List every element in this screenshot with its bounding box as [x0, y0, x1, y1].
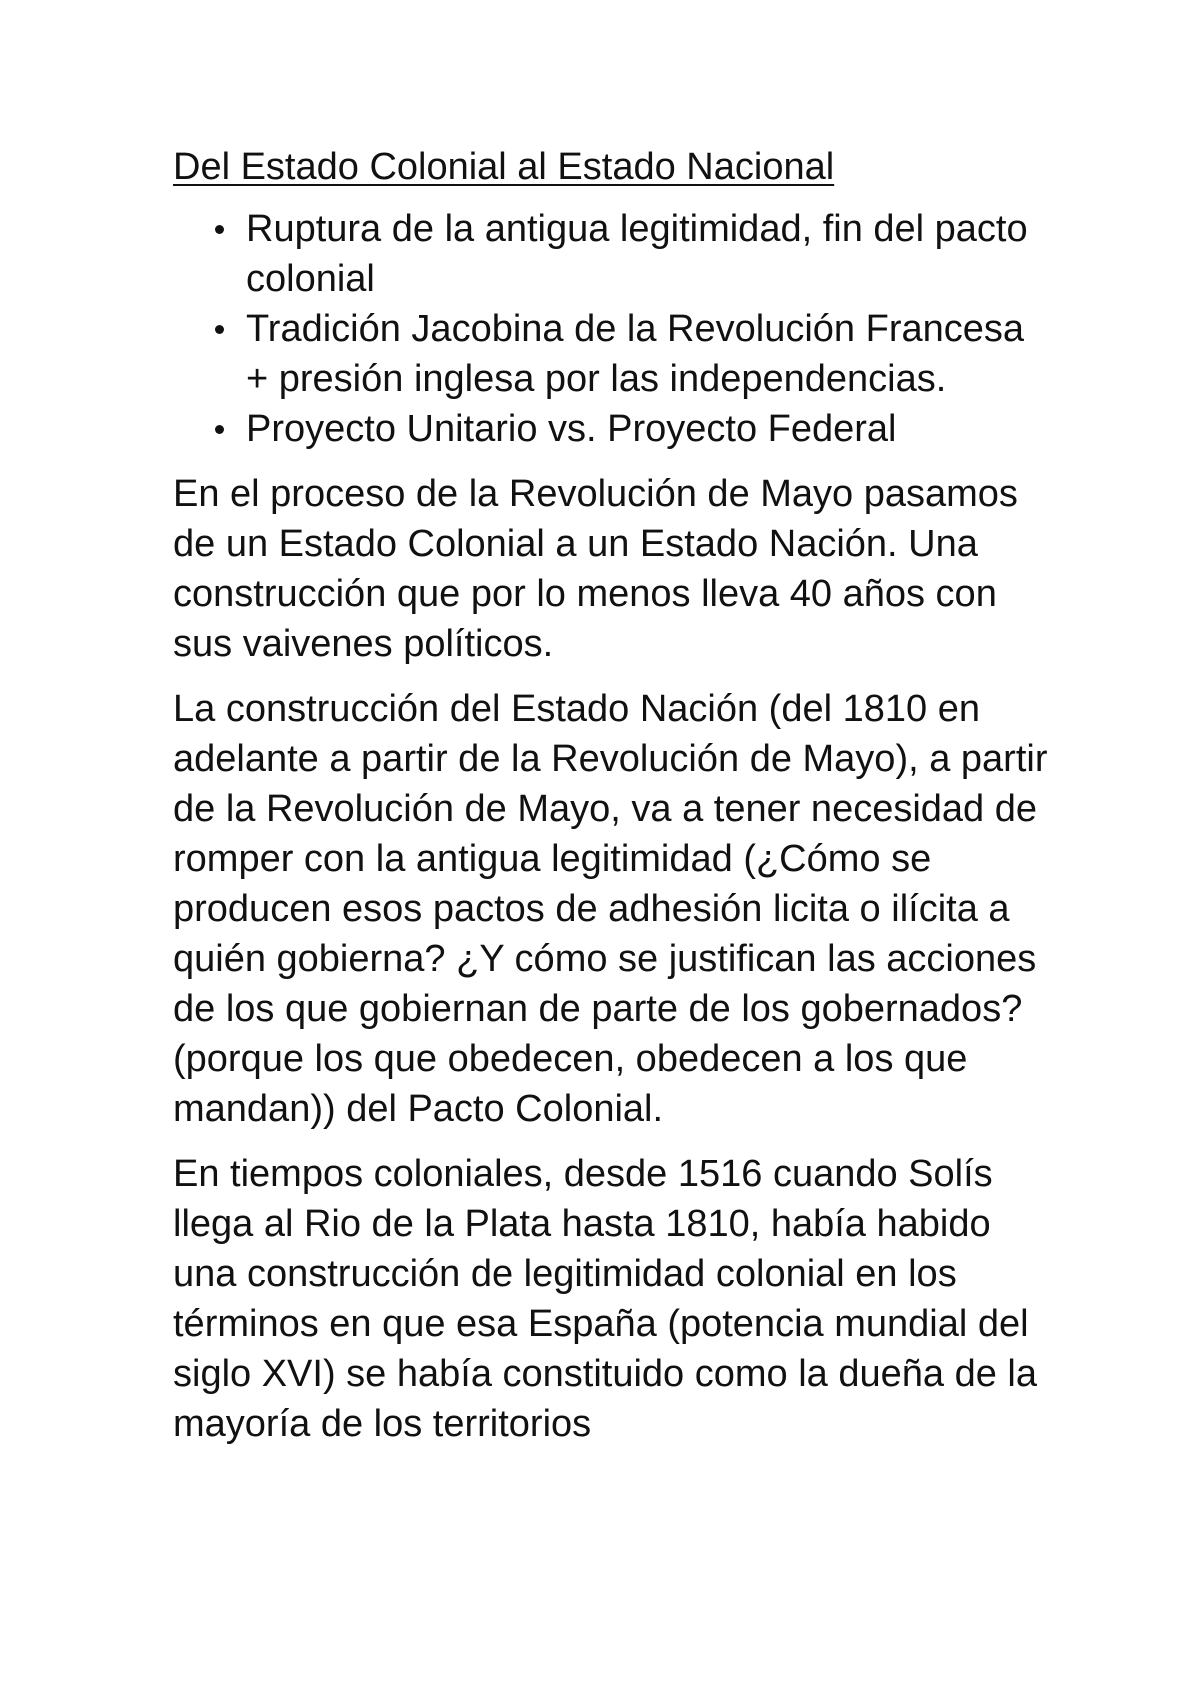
bullet-list	[173, 204, 1053, 454]
bullet-dot-icon	[215, 325, 224, 334]
bullet-text: Proyecto Unitario vs. Proyecto Federal	[246, 408, 897, 450]
bullet-text: Tradición Jacobina de la Revolución Francesa + presión inglesa por las independencias.	[246, 308, 1025, 400]
paragraph: En el proceso de la Revolución de Mayo pasamos de un Estado Colonial a un Estado Nación. Una construcción que por lo menos lleva 40 años con sus vaivenes políticos.	[173, 473, 1018, 665]
bullet-text: Ruptura de la antigua legitimidad, fin del pacto colonial	[246, 208, 1028, 300]
document-body	[173, 142, 1053, 1464]
document-title: Del Estado Colonial al Estado Nacional	[173, 146, 835, 188]
bullet-dot-icon	[215, 225, 224, 234]
bullet-item	[173, 204, 1053, 304]
paragraph: La construcción del Estado Nación (del 1810 en adelante a partir de la Revolución de Mayo), a partir de la Revolución de Mayo, va a tener necesidad de romper con la antigua legitimidad (¿Cómo se producen esos pactos de adhesión licita o ilícita a quién gobierna? ¿Y cómo se justifican las acciones de los que gobiernan de parte de los gobernados? (porque los que obedecen, obedecen a los que mandan)) del Pacto Colonial.	[173, 688, 1048, 1130]
bullet-dot-icon	[215, 425, 224, 434]
paragraph: En tiempos coloniales, desde 1516 cuando Solís llega al Rio de la Plata hasta 1810, había habido una construcción de legitimidad colonial en los términos en que esa España (potencia mundial del siglo XVI) se había constituido como la dueña de la mayoría de los territorios	[173, 1153, 1037, 1445]
bullet-item	[173, 404, 1053, 454]
bullet-item	[173, 304, 1053, 404]
